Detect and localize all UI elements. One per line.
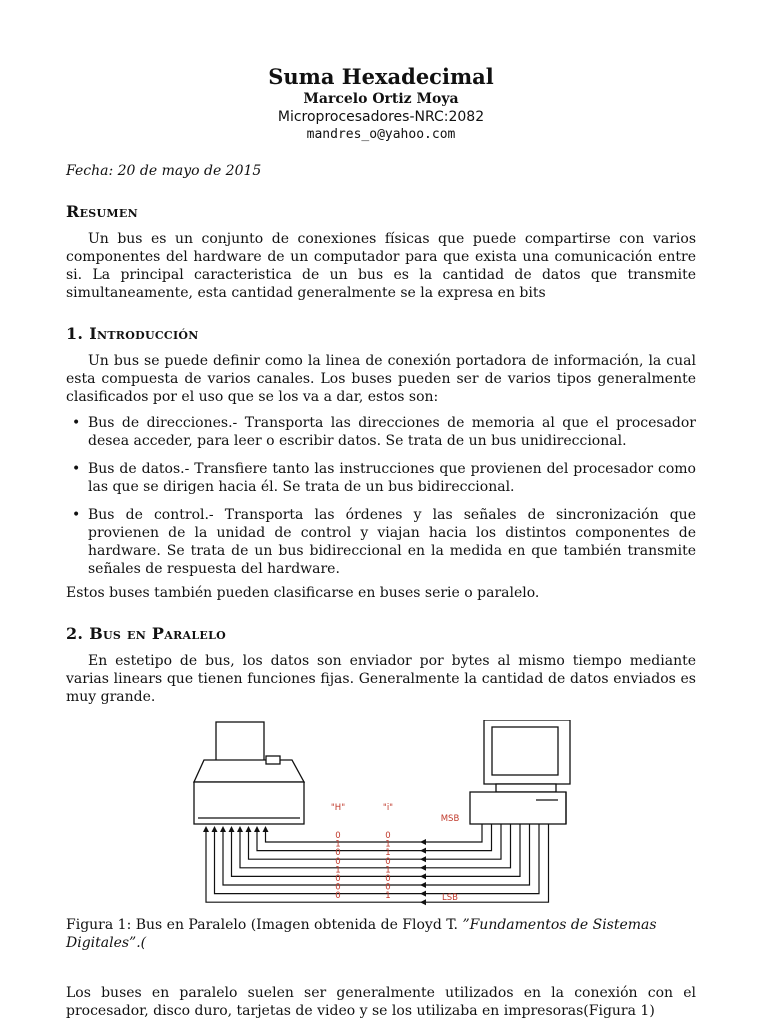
bit-value: 1 (385, 865, 391, 876)
arrow-left-icon (420, 891, 426, 897)
intro-closing: Estos buses también pueden clasificarse en buses serie o paralelo. (66, 585, 540, 601)
arrow-up-icon (212, 826, 218, 832)
course-name: Microprocesadores-NRC:2082 (277, 109, 485, 125)
arrow-left-icon (420, 839, 426, 845)
paralelo-text: En estetipo de bus, los datos son enviador por bytes al mismo tiempo mediante varias linears que tienen funciones fijas. Generalmente la cantidad de datos enviados es muy grande. (66, 653, 696, 705)
figure-parallel-bus (66, 720, 696, 910)
arrow-up-icon (203, 826, 209, 832)
bus-labels (331, 803, 460, 903)
arrow-left-icon (420, 856, 426, 862)
arrow-left-icon (420, 873, 426, 879)
bit-value: 0 (335, 856, 341, 867)
arrow-left-icon (420, 882, 426, 888)
arrow-left-icon (420, 899, 426, 905)
bit-value: 0 (335, 848, 341, 859)
bit-value: 1 (335, 839, 341, 850)
arrow-left-icon (420, 865, 426, 871)
intro-text: Un bus se puede definir como la linea de conexión portadora de información, la cual esta compuesta de varios canales. Los buses pueden ser de varios tipos generalmente clasificados por el uso que se los va a dar, estos son: (66, 353, 696, 405)
arrow-up-icon (246, 826, 252, 832)
printer-icon (194, 722, 304, 824)
arrow-up-icon (254, 826, 260, 832)
bit-value: 1 (385, 839, 391, 850)
figure-caption: Figura 1: Bus en Paralelo (Imagen obtenida de Floyd T. ”Fundamentos de Sistemas Digitales”.( (66, 917, 657, 951)
msb-label: MSB (440, 814, 460, 824)
bit-value: 0 (335, 891, 341, 902)
column-header-h: "H" (330, 803, 346, 813)
column-header-i: "i" (382, 803, 394, 813)
bus-lines (203, 824, 549, 905)
bit-value: 0 (385, 856, 391, 867)
list-item: • Bus de datos.- Transfiere tanto las instrucciones que provienen del procesador como las que se dirigen hacia él. Se trata de un bus bidireccional. (66, 460, 696, 496)
author-name: Marcelo Ortiz Moya (303, 91, 459, 107)
bus-type-list (66, 414, 696, 578)
arrow-up-icon (237, 826, 243, 832)
paper-page (66, 0, 696, 1020)
bit-value: 0 (335, 831, 341, 841)
bit-value: 0 (385, 882, 391, 893)
bit-value: 1 (385, 891, 391, 902)
bit-value: 0 (335, 882, 341, 893)
arrow-up-icon (220, 826, 226, 832)
author-email: mandres_o@yahoo.com (306, 127, 456, 142)
bus-wire (257, 824, 492, 851)
paper-title: Suma Hexadecimal (268, 64, 494, 89)
list-item: • Bus de direcciones.- Transporta las direcciones de memoria al que el procesador desea acceder, para leer o escribir datos. Se trata de un bus unidireccional. (66, 414, 696, 450)
resumen-text: Un bus es un conjunto de conexiones físicas que puede compartirse con varios componentes del hardware de un computador para que exista una comunicación entre si. La principal caracteristica de un bus es la cantidad de datos que transmite simultaneamente, esta cantidad generalmente se la expresa en bits (66, 231, 696, 301)
bit-value: 1 (385, 848, 391, 859)
bit-value: 0 (385, 831, 391, 841)
date-line: Fecha: 20 de mayo de 2015 (66, 163, 262, 179)
arrow-left-icon (420, 848, 426, 854)
bus-wire (240, 824, 511, 868)
computer-icon (470, 720, 570, 824)
list-item: • Bus de control.- Transporta las órdenes y las señales de sincronización que provienen de la unidad de control y viajan hacia los distintos componentes de hardware. Se trata de un bus bidireccional en la medida en que también transmite señales de respuesta del hardware. (66, 506, 696, 578)
bit-value: 0 (385, 874, 391, 884)
bus-wire (266, 824, 483, 842)
resumen-heading: Resumen (66, 202, 138, 221)
title-block (66, 64, 696, 144)
intro-heading: 1. Introducción (66, 324, 199, 343)
bit-value: 0 (335, 874, 341, 884)
paralelo-heading: 2. Bus en Paralelo (66, 624, 227, 643)
bit-value: 1 (335, 865, 341, 876)
paralelo-closing: Los buses en paralelo suelen ser generalmente utilizados en la conexión con el procesador, disco duro, tarjetas de video y se los utilizaba en impresoras(Figura 1) (66, 985, 696, 1019)
parallel-bus-illustration (66, 720, 696, 910)
arrow-up-icon (263, 826, 269, 832)
arrow-up-icon (229, 826, 235, 832)
lsb-label: LSB (442, 893, 458, 903)
